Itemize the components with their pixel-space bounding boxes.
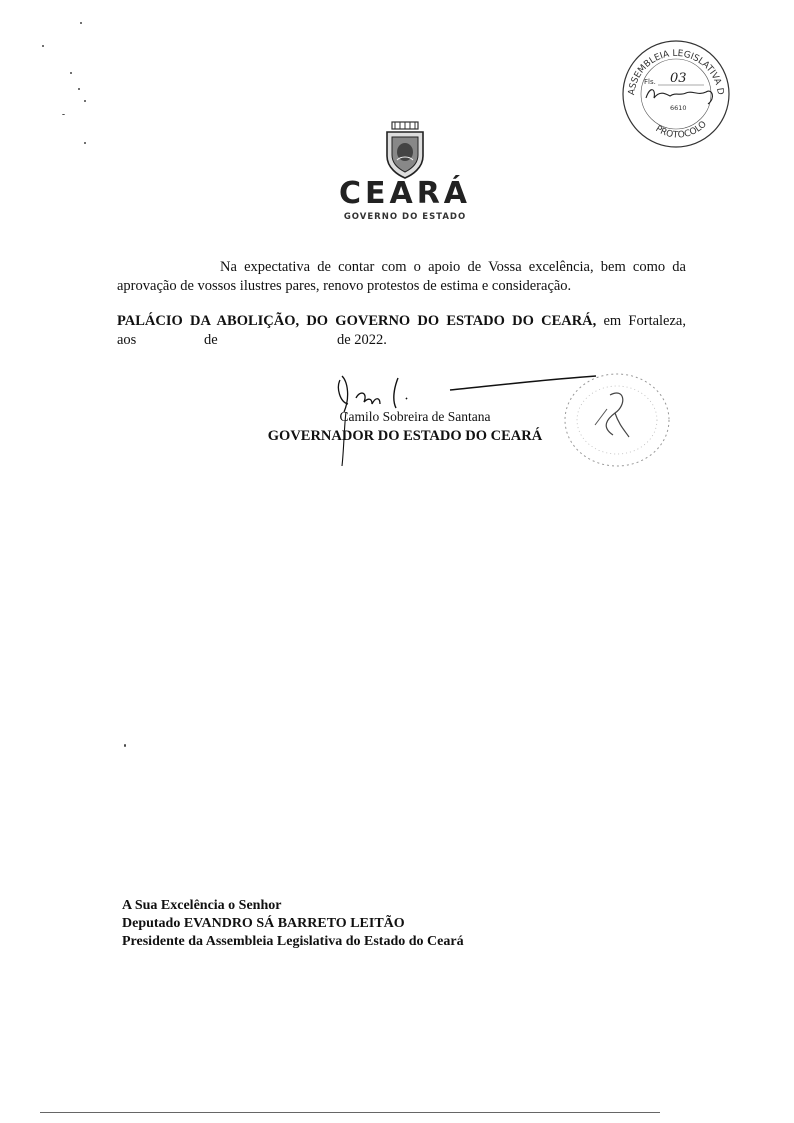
closing-year: de 2022. bbox=[337, 332, 387, 348]
scan-speck bbox=[70, 72, 72, 74]
addressee-line1: A Sua Excelência o Senhor bbox=[122, 898, 282, 913]
scan-speck bbox=[80, 22, 82, 24]
closing-line1 bbox=[117, 312, 686, 331]
protocol-stamp bbox=[620, 38, 732, 150]
svg-text:PROTOCOLO bbox=[654, 120, 709, 141]
scan-speck bbox=[84, 100, 86, 102]
scan-speck bbox=[84, 142, 86, 144]
closing-de: de bbox=[204, 332, 218, 348]
scan-speck bbox=[42, 45, 44, 47]
signatory-title: GOVERNADOR DO ESTADO DO CEARÁ bbox=[267, 428, 543, 444]
footer-divider bbox=[40, 1112, 660, 1113]
scan-speck bbox=[62, 114, 65, 115]
addressee-block bbox=[122, 897, 464, 951]
scan-speck bbox=[78, 88, 80, 90]
body-paragraph-line2: aprovação de vossos ilustres pares, renovo protestos de estima e consideração. bbox=[117, 278, 572, 294]
stamp-initials: 6610 bbox=[670, 104, 687, 112]
stamp-page-label: Fls. bbox=[644, 78, 656, 86]
brand-subtitle: GOVERNO DO ESTADO bbox=[343, 212, 467, 222]
scan-speck bbox=[124, 744, 126, 747]
addressee-line2: Deputado EVANDRO SÁ BARRETO LEITÃO bbox=[122, 916, 405, 931]
closing-aos: aos bbox=[117, 332, 137, 348]
stamp-page-number: 03 bbox=[670, 71, 687, 86]
closing-place: PALÁCIO DA ABOLIÇÃO, DO GOVERNO DO ESTADO DO CEARÁ, bbox=[117, 313, 597, 329]
brand-name: CEARÁ bbox=[338, 176, 472, 211]
body-paragraph-line1: Na expectativa de contar com o apoio de Vossa excelência, bem como da bbox=[220, 259, 686, 275]
svg-text:ASSEMBLEIA LEGISLATIVA DO CEAR bbox=[620, 38, 725, 96]
coat-of-arms-icon bbox=[382, 120, 428, 180]
closing-city: em Fortaleza, bbox=[603, 313, 686, 329]
stamp-institution: ASSEMBLEIA LEGISLATIVA D bbox=[627, 48, 725, 96]
addressee-line3: Presidente da Assembleia Legislativa do Estado do Ceará bbox=[122, 934, 464, 949]
official-seal bbox=[555, 365, 675, 475]
stamp-department: PROTOCOLO bbox=[653, 119, 709, 141]
signatory-name: Camilo Sobreira de Santana bbox=[339, 409, 491, 424]
